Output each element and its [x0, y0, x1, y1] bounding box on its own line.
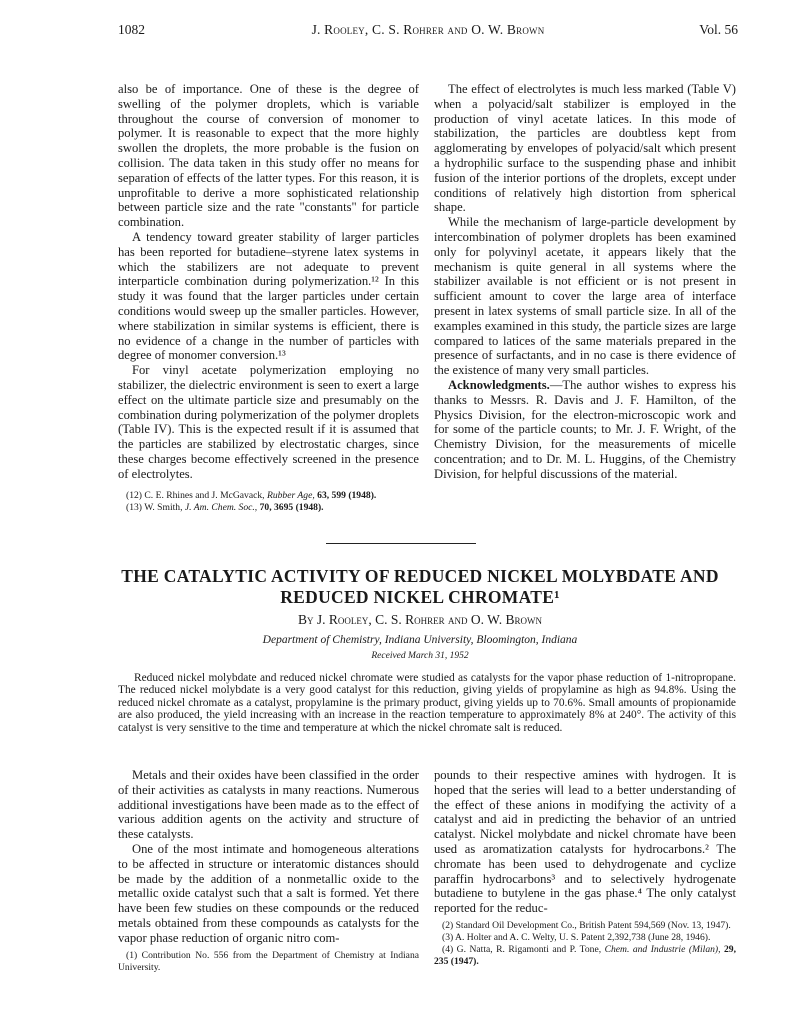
- paragraph: One of the most intimate and homogeneous alterations to be affected in structure or interatomic distances should be made by the addition of a nonmetallic oxide to the metallic oxide catalyst such that a salt is formed. Yet there have been few studies on these compounds or the reduced metals obtained from these compounds as catalysts for the vapor phase reduction of organic nitro com-: [118, 841, 419, 945]
- article-affiliation: Department of Chemistry, Indiana University, Bloomington, Indiana: [262, 634, 578, 646]
- abstract: Reduced nickel molybdate and reduced nickel chromate were studied as catalysts for the vapor phase reduction of 1-nitropropane. The reduced nickel molybdate is a very good catalyst for this reduction, giving yields of propylamine as high as 94.8%. Using the reduced nickel chromate as a catalyst, propylamine is the primary product, giving yields up to 70.6%. Small amounts of propionamide are also produced, the yield increasing with an increase in the reaction temperature to approximately 8% at 240°. The activity of this catalyst is very sensitive to the time and temperature at which the nickel chromate salt is reduced.: [118, 672, 736, 734]
- paragraph: pounds to their respective amines with hydrogen. It is hoped that the series will lead to a better understanding of the effect of these anions in modifying the activity of a catalyst and aid in predicting the behavior of an untried catalyst. Nickel molybdate and nickel chromate have been used as aromatization catalysts for hydrocarbons.² The chromate has been used to dehydrogenate and cyclize paraffin hydrocarbons³ and to selectively hydrogenate butadiene to butylene in the gas phase.⁴ The only catalyst reported for the reduc-: [434, 768, 736, 916]
- paragraph: For vinyl acetate polymerization employing no stabilizer, the dielectric environment is seen to exert a large effect on the ultimate particle size and presumably on the combination during polymerization of the polymer droplets (Table IV). This is the expected result if it is assumed that the particles are stabilized by electrostatic charges, since these charges become effectively screened in the presence of electrolytes.: [118, 363, 419, 481]
- paragraph: Metals and their oxides have been classified in the order of their activities as catalysts in many reactions. Numerous additional investigations have been made as to the effect of various addition agents on the activity and structure of these catalysts.: [118, 768, 419, 842]
- article-authors: By J. Rooley, C. S. Rohrer and O. W. Brown: [298, 612, 542, 627]
- footnote-2: (2) Standard Oil Development Co., British Patent 594,569 (Nov. 13, 1947).: [442, 919, 731, 931]
- top-right-column: [434, 82, 736, 482]
- paragraph: While the mechanism of large-particle development by intercombination of polymer droplets has been examined only for polyvinyl acetate, it appears likely that the mechanism is quite general in all systems where the stabilizer available is not efficient or is not present in sufficient amount to cover the large area of interface present in latex systems of small particle size. In all of the examples examined in this study, the particle sizes are large compared to latices of the same materials prepared in the presence of surfactants, and in no case is there evidence of the existence of many very small particles.: [434, 215, 736, 378]
- footnote-13: (13) W. Smith, J. Am. Chem. Soc., 70, 3695 (1948).: [126, 501, 324, 513]
- volume-label: Vol. 56: [699, 22, 738, 37]
- article-separator: [326, 543, 476, 544]
- running-head-authors: J. Rooley, C. S. Rohrer and O. W. Brown: [311, 22, 545, 37]
- paragraph: also be of importance. One of these is the degree of swelling of the polymer droplets, which is variable throughout the course of conversion of monomer to polymer. It is reasonable to expect that the more highly swollen the droplets, the more probable is the fusion on collision. The data taken in this study offer no means for separation of effects of the latter types. For this reason, it is unprofitable to derive a more sophisticated relationship between particle size and the rate "constants" for particle combination.: [118, 82, 419, 230]
- footnote-1: (1) Contribution No. 556 from the Department of Chemistry at Indiana University.: [118, 949, 419, 973]
- footnote-3: (3) A. Holter and A. C. Welty, U. S. Patent 2,392,738 (June 28, 1946).: [442, 931, 711, 943]
- footnote-12: (12) C. E. Rhines and J. McGavack, Rubber Age, 63, 599 (1948).: [126, 489, 377, 501]
- running-header: [118, 22, 738, 42]
- article-title: THE CATALYTIC ACTIVITY OF REDUCED NICKEL MOLYBDATE AND REDUCED NICKEL CHROMATE¹: [121, 566, 719, 607]
- bottom-left-column: [118, 768, 419, 974]
- acknowledgments-heading: Acknowledgments.: [448, 377, 550, 392]
- page-number: 1082: [118, 22, 145, 37]
- top-left-column: [118, 82, 419, 514]
- bottom-right-column: [434, 768, 736, 968]
- paragraph: A tendency toward greater stability of larger particles has been reported for butadiene–styrene latex systems in which the stabilizers are not adequate to prevent interparticle combination during polymerization.¹² In this study it was found that the larger particles under certain conditions would sweep up the smaller particles. However, where stabilization in similar systems is efficient, there is no evidence of a change in the number of particles with degree of monomer conversion.¹³: [118, 229, 419, 363]
- paragraph: The effect of electrolytes is much less marked (Table V) when a polyacid/salt stabilizer is employed in the production of vinyl acetate latices. In this mode of stabilization, the particles are doubtless kept from agglomerating by envelopes of polyacid/salt which present a hydrophilic surface to the suspending phase and inhibit fusion of the interior portions of the droplets, except under conditions of relatively high distortion from spherical shape.: [434, 82, 736, 215]
- received-date: Received March 31, 1952: [371, 651, 469, 661]
- acknowledgments: Acknowledgments.—The author wishes to express his thanks to Messrs. R. Davis and J. F. Hamilton, of the Physics Division, for the electron-microscopic work and for some of the particle counts; to Mr. J. F. Wright, of the Chemistry Division, for the measurements of micelle concentration; and to Dr. M. L. Huggins, of the Chemistry Division, for helpful discussions of the material.: [434, 377, 736, 481]
- footnote-4: (4) G. Natta, R. Rigamonti and P. Tone, Chem. and Industrie (Milan), 29, 235 (1947).: [434, 943, 736, 967]
